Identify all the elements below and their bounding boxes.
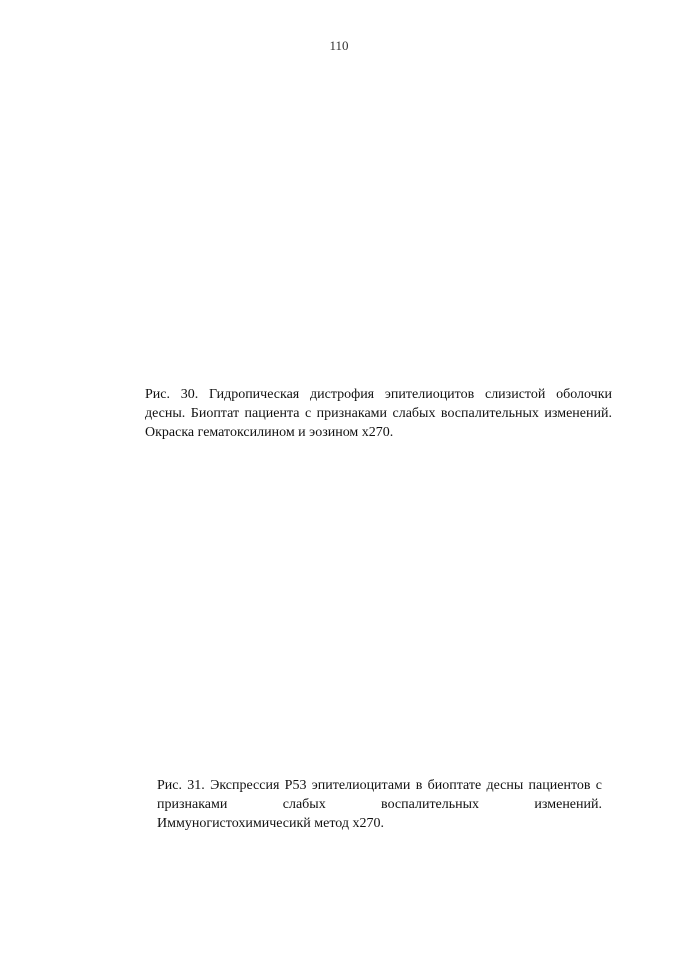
page-number: 110 [329,38,349,53]
figure-30-image-area [140,70,618,375]
figure-31-image-area [140,470,618,770]
figure-30-caption: Рис. 30. Гидропическая дистрофия эпителиоцитов слизистой оболочки десны. Биоптат пациента с признаками слабых воспалительных изменений. Окраска гематоксилином и эозином х270. [145,387,612,440]
figure-31-caption: Рис. 31. Экспрессия Р53 эпителиоцитами в биоптате десны пациентов с признаками слабых воспалительных изменений. Иммуногистохимичесикй метод х270. [157,778,602,831]
